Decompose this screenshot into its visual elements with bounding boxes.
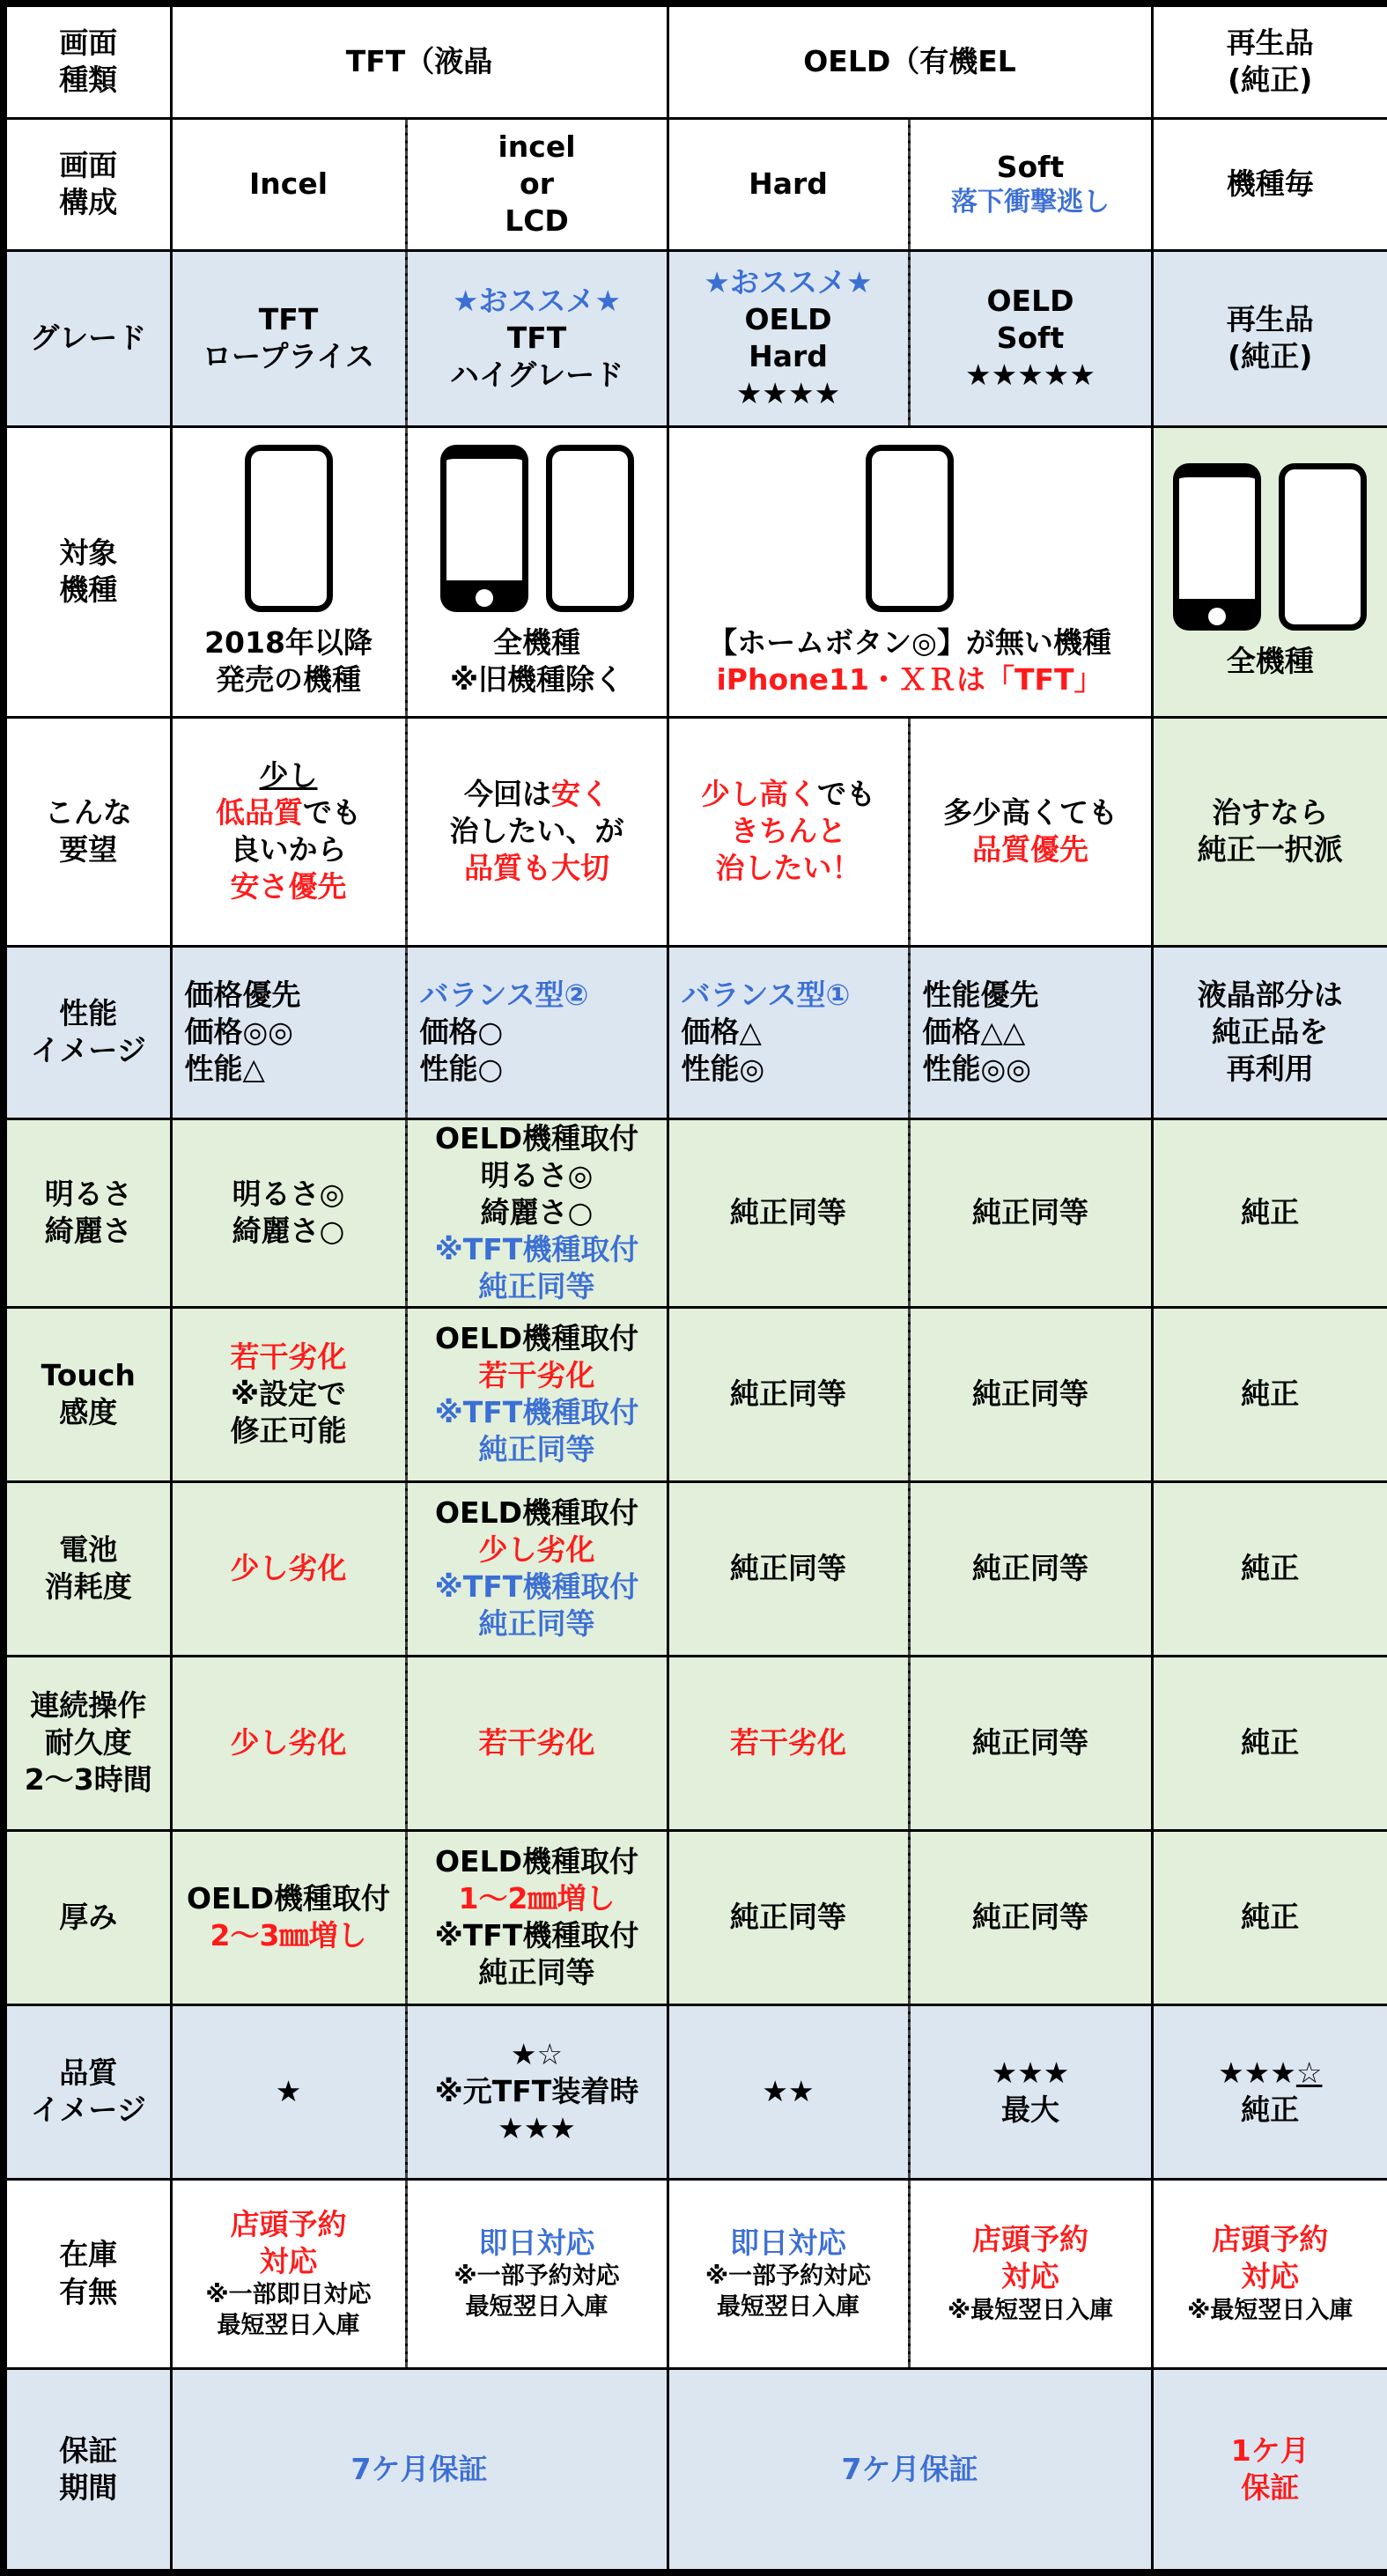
stock-oeld-hard: 即日対応 ※一部予約対応 最短翌日入庫 [668,2179,909,2368]
request-row [4,717,1387,946]
thickness-oeld-hard: 純正同等 [668,1830,909,2004]
request-oeld-hard: 少し高くでも きちんと 治したい！ [668,717,909,946]
warranty-tft: 7ケ月保証 [171,2368,668,2572]
header-tft: TFT（液晶 [171,4,668,118]
request-oeld-soft: 多少高くても 品質優先 [909,717,1152,946]
quality-tft-high: ★☆ ※元TFT装着時 ★★★ [406,2004,668,2179]
stock-tft-low: 店頭予約 対応 ※一部即日対応 最短翌日入庫 [171,2179,406,2368]
grade-tft-high: ★おススメ★ TFT ハイグレード [406,250,668,426]
performance-oeld-hard: バランス型① 価格△ 性能◎ [668,946,909,1118]
warranty-row [4,2368,1387,2572]
brightness-oeld-hard: 純正同等 [668,1118,909,1307]
brightness-tft-low: 明るさ◎ 綺麗さ○ [171,1118,406,1307]
row-label-stock: 在庫 有無 [4,2179,171,2368]
stock-oeld-soft: 店頭予約 対応 ※最短翌日入庫 [909,2179,1152,2368]
models-tft-high: 全機種 ※旧機種除く [406,426,668,717]
structure-soft: Soft 落下衝撃逃し [909,118,1152,250]
durability-tft-low: 少し劣化 [171,1656,406,1830]
durability-oeld-hard: 若干劣化 [668,1656,909,1830]
thickness-oeld-soft: 純正同等 [909,1830,1152,2004]
brightness-row [4,1118,1387,1307]
quality-oeld-soft: ★★★ 最大 [909,2004,1152,2179]
header-row [4,4,1387,118]
row-label-performance: 性能 イメージ [4,946,171,1118]
models-oeld: 【ホームボタン◎】が無い機種 iPhone11・ＸＲは「TFT」 [668,426,1152,717]
touch-tft-low: 若干劣化 ※設定で 修正可能 [171,1307,406,1481]
brightness-tft-high: OELD機種取付 明るさ◎ 綺麗さ○ ※TFT機種取付 純正同等 [406,1118,668,1307]
touch-oeld-soft: 純正同等 [909,1307,1152,1481]
row-label-battery: 電池 消耗度 [4,1481,171,1656]
row-label-brightness: 明るさ 綺麗さ [4,1118,171,1307]
stock-genuine: 店頭予約 対応 ※最短翌日入庫 [1152,2179,1387,2368]
header-genuine: 再生品 (純正) [1152,4,1387,118]
row-label-thickness: 厚み [4,1830,171,2004]
thickness-tft-high: OELD機種取付 1～2㎜増し ※TFT機種取付 純正同等 [406,1830,668,2004]
thickness-genuine: 純正 [1152,1830,1387,2004]
warranty-genuine: 1ケ月 保証 [1152,2368,1387,2572]
brightness-oeld-soft: 純正同等 [909,1118,1152,1307]
row-label-quality: 品質 イメージ [4,2004,171,2179]
row-label-durability: 連続操作 耐久度 2～3時間 [4,1656,171,1830]
phone-icon [546,445,634,612]
recommend-badge: ★おススメ★ [452,283,622,318]
thickness-tft-low: OELD機種取付 2～3㎜増し [171,1830,406,2004]
touch-oeld-hard: 純正同等 [668,1307,909,1481]
performance-row [4,946,1387,1118]
row-label-warranty: 保証 期間 [4,2368,171,2572]
warranty-oeld: 7ケ月保証 [668,2368,1152,2572]
structure-row [4,118,1387,250]
grade-oeld-hard: ★おススメ★ OELD Hard ★★★★ [668,250,909,426]
structure-incel-or-lcd: incel or LCD [406,118,668,250]
performance-tft-high: バランス型② 価格○ 性能○ [406,946,668,1118]
thickness-row [4,1830,1387,2004]
stock-row [4,2179,1387,2368]
battery-tft-low: 少し劣化 [171,1481,406,1656]
row-label-touch: Touch 感度 [4,1307,171,1481]
request-genuine: 治すなら 純正一択派 [1152,717,1387,946]
row-label-structure: 画面 構成 [4,118,171,250]
durability-row [4,1656,1387,1830]
battery-oeld-hard: 純正同等 [668,1481,909,1656]
request-tft-high: 今回は安く 治したい、が 品質も大切 [406,717,668,946]
phone-home-button-icon [1173,463,1261,631]
models-tft-low: 2018年以降 発売の機種 [171,426,406,717]
quality-genuine: ★★★☆ 純正 [1152,2004,1387,2179]
structure-per-model: 機種毎 [1152,118,1387,250]
quality-row [4,2004,1387,2179]
grade-genuine: 再生品 (純正) [1152,250,1387,426]
phone-icon [866,445,954,612]
row-label-screen-type: 画面 種類 [4,4,171,118]
quality-oeld-hard: ★★ [668,2004,909,2179]
performance-oeld-soft: 性能優先 価格△△ 性能◎◎ [909,946,1152,1118]
phone-icon [1279,463,1367,631]
durability-genuine: 純正 [1152,1656,1387,1830]
models-row [4,426,1387,717]
touch-tft-high: OELD機種取付 若干劣化 ※TFT機種取付 純正同等 [406,1307,668,1481]
durability-oeld-soft: 純正同等 [909,1656,1152,1830]
structure-hard: Hard [668,118,909,250]
performance-tft-low: 価格優先 価格◎◎ 性能△ [171,946,406,1118]
touch-row [4,1307,1387,1481]
recommend-badge: ★おススメ★ [704,264,873,299]
battery-row [4,1481,1387,1656]
battery-oeld-soft: 純正同等 [909,1481,1152,1656]
battery-tft-high: OELD機種取付 少し劣化 ※TFT機種取付 純正同等 [406,1481,668,1656]
brightness-genuine: 純正 [1152,1118,1387,1307]
phone-home-button-icon [440,445,528,612]
phone-icon [245,445,333,612]
quality-tft-low: ★ [171,2004,406,2179]
grade-row [4,250,1387,426]
battery-genuine: 純正 [1152,1481,1387,1656]
grade-oeld-soft: OELD Soft ★★★★★ [909,250,1152,426]
models-genuine: 全機種 [1152,426,1387,717]
performance-genuine: 液晶部分は 純正品を 再利用 [1152,946,1387,1118]
row-label-grade: グレード [4,250,171,426]
stock-tft-high: 即日対応 ※一部予約対応 最短翌日入庫 [406,2179,668,2368]
request-tft-low: 少し 低品質でも 良いから 安さ優先 [171,717,406,946]
row-label-models: 対象 機種 [4,426,171,717]
durability-tft-high: 若干劣化 [406,1656,668,1830]
row-label-request: こんな 要望 [4,717,171,946]
header-oeld: OELD（有機EL [668,4,1152,118]
touch-genuine: 純正 [1152,1307,1387,1481]
structure-incel: Incel [171,118,406,250]
grade-tft-low: TFT ロープライス [171,250,406,426]
